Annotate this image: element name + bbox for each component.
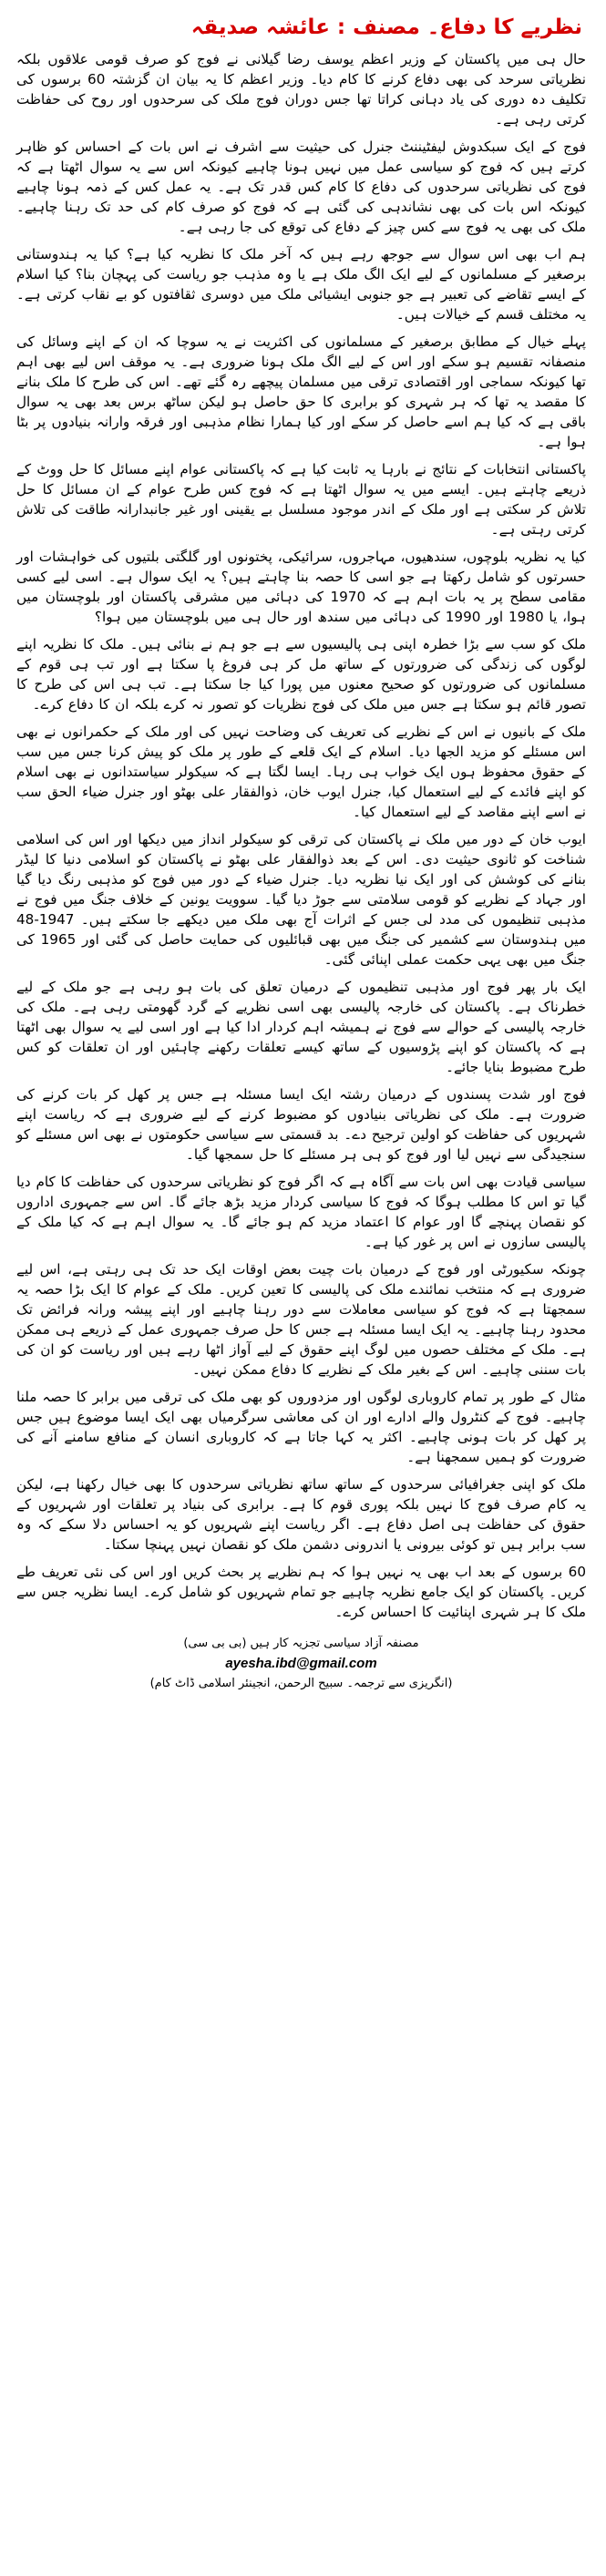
paragraph: سیاسی قیادت بھی اس بات سے آگاہ ہے کہ اگر فوج کو نظریاتی سرحدوں کی حفاظت کا کام دیا گیا تو اس کا مطلب ہوگا کہ فوج کا سیاسی کردار مزید بڑھ جائے گا۔ اس سے جمہوری اداروں کو نقصان پہنچے گا اور عوام کا اعتماد مزید کم ہو جائے گا۔ یہ سوال اہم ہے کہ کیا ملک کے پالیسی سازوں نے اس پر غور کیا ہے۔ [16, 1174, 586, 1250]
paragraph: پہلے خیال کے مطابق برصغیر کے مسلمانوں کی اکثریت نے یہ سوچا کہ ان کے اپنے وسائل کی منصفانہ تقسیم ہو سکے اور اس کے لیے الگ ملک ہونا ضروری ہے۔ یہ موقف اس لیے بھی اہم تھا کیونکہ سماجی اور اقتصادی ترقی میں مسلمان پیچھے رہ گئے تھے۔ اس کی طرح کا ملک بنانے کا مقصد یہ تھا کہ ہر شہری کو برابری کا حق حاصل ہو لیکن ساٹھ برس بعد بھی یہ سوال باقی ہے کہ کیا ہم اسے حاصل کر سکے اور کیا ہمارا نظام مذہبی اور فرقہ وارانہ بنیادوں پر بٹا ہوا ہے۔ [16, 334, 586, 450]
paragraph: پاکستانی انتخابات کے نتائج نے بارہا یہ ثابت کیا ہے کہ پاکستانی عوام اپنے مسائل کا حل ووٹ کے ذریعے چاہتے ہیں۔ ایسے میں یہ سوال اٹھتا ہے کہ فوج کس طرح عوام کے ان مسائل کا حل تلاش کر سکتی ہے اور ملک کے اندر موجود مسلسل بے یقینی اور غیر جانبدارانہ طاقت کی تلاش کرتی رہتی ہے۔ [16, 461, 586, 538]
author-email[interactable]: ayesha.ibd@gmail.com [225, 1656, 377, 1671]
article-footer [16, 1635, 586, 1693]
paragraph: ہم اب بھی اس سوال سے جوجھ رہے ہیں کہ آخر ملک کا نظریہ کیا ہے؟ کیا یہ ہندوستانی برصغیر کے مسلمانوں کے لیے ایک الگ ملک ہے یا وہ مذہب جو ریاست کی پہچان بنا؟ کیا اسلام کے ایسے تقاضے کی تعبیر ہے جو جنوبی ایشیائی ملک میں دوسری ثقافتوں کو بے نقاب کرتی ہے۔ یہ مختلف قسم کے خیالات ہیں۔ [16, 246, 586, 323]
paragraph: فوج کے ایک سبکدوش لیفٹیننٹ جنرل کی حیثیت سے اشرف نے اس بات کے احساس کو ظاہر کرتے ہیں کہ فوج کو سیاسی عمل میں نہیں ہونا چاہیے کیونکہ اس سے یہ سوال اٹھتا ہے کہ فوج کی نظریاتی سرحدوں کی دفاع کا کام کس قدر تک ہے۔ یہ عمل کس کے ذمہ ہونا چاہیے کیونکہ اس بات کی بھی نشاندہی کی گئی ہے کہ فوج کو صرف کام کی حد تک رہنا چاہیے۔ ملک کی بھی یہ فوج سے کس چیز کے دفاع کی توقع کی جا رہی ہے۔ [16, 139, 586, 235]
paragraph: ایک بار پھر فوج اور مذہبی تنظیموں کے درمیان تعلق کی بات ہو رہی ہے جو ملک کے لیے خطرناک ہے۔ پاکستان کی خارجہ پالیسی بھی اسی نظریے کے گرد گھومتی رہی ہے۔ ملک کی خارجہ پالیسی کے حوالے سے فوج نے ہمیشہ اہم کردار ادا کیا ہے اور اسی لیے یہ سوال بھی اٹھتا ہے کہ پاکستان کو اپنے پڑوسیوں کے ساتھ کیسے تعلقات رکھنے چاہئیں اور ان تعلقات کو کس طرح مضبوط بنایا جائے۔ [16, 979, 586, 1075]
translation-credit: (انگریزی سے ترجمہ۔ سبیح الرحمن، انجینئر اسلامی ڈاٹ کام) [149, 1677, 453, 1690]
author-note: مصنفہ آزاد سیاسی تجزیہ کار ہیں (بی بی سی) [183, 1637, 419, 1650]
paragraph: چونکہ سکیورٹی اور فوج کے درمیان بات چیت بعض اوقات ایک حد تک ہی رہتی ہے، اس لیے ضروری ہے کہ منتخب نمائندے ملک کی پالیسی کا تعین کریں۔ ملک کے عوام کا ایک بڑا حصہ یہ سمجھتا ہے کہ فوج کو سیاسی معاملات سے دور رہنا چاہیے اور اپنے پیشہ ورانہ فرائض تک محدود رہنا چاہیے۔ یہ ایک ایسا مسئلہ ہے جس کا حل صرف جمہوری عمل کے ذریعے ہی ممکن ہے۔ ملک کے مختلف حصوں میں لوگ اپنے حقوق کے لیے آواز اٹھا رہے ہیں اور ریاست کو ان کی بات سننی چاہیے۔ اس کے بغیر ملک کے نظریے کا دفاع ممکن نہیں۔ [16, 1261, 586, 1378]
article-body [16, 49, 586, 1622]
paragraph: ایوب خان کے دور میں ملک نے پاکستان کی ترقی کو سیکولر انداز میں دیکھا اور اس کی اسلامی شناخت کو ثانوی حیثیت دی۔ اس کے بعد ذوالفقار علی بھٹو نے پاکستان کو اسلامی دنیا کا لیڈر بنانے کی کوشش کی اور ایک نیا نظریہ دیا۔ جنرل ضیاء کے دور میں فوج کو مذہبی رنگ دیا گیا اور جہاد کے نظریے کو قومی سلامتی سے جوڑ دیا گیا۔ سوویت یونین کے خلاف جنگ میں فوج نے مذہبی تنظیموں کی مدد لی جس کے اثرات آج بھی ملک میں دیکھے جا سکتے ہیں۔ 1947-48 میں ہندوستان سے کشمیر کی جنگ میں بھی قبائلیوں کی حمایت حاصل کی گئی اور 1965 کی جنگ میں بھی یہی حکمت عملی اپنائی گئی۔ [16, 831, 586, 968]
paragraph: حال ہی میں پاکستان کے وزیر اعظم یوسف رضا گیلانی نے فوج کو صرف قومی علاقوں بلکہ نظریاتی سرحد کی بھی دفاع کرنے کا کام دیا۔ وزیر اعظم کا یہ بیان ان گزشتہ 60 برسوں کی تکلیف دہ دوری کی یاد دہانی کراتا تھا جس دوران فوج ملک کی سرحدوں اور روح کی حفاظت کرتی رہی ہے۔ [16, 51, 586, 128]
paragraph: کیا یہ نظریہ بلوچوں، سندھیوں، مہاجروں، سرائیکی، پختونوں اور گلگتی بلتیوں کی خواہشات اور حسرتوں کو شامل رکھتا ہے جو اسی کا حصہ بنا چاہتے ہیں؟ یہ ایک سوال ہے۔ اسی لیے کسی مقامی سطح پر یہ بات اہم ہے کہ 1970 کی دہائی میں مشرقی پاکستان اور بلوچستان میں ہوا، یا 1980 اور 1990 کی دہائی میں سندھ اور حال ہی میں بلوچستان میں ہوا؟ [16, 549, 586, 625]
paragraph: ملک کو اپنی جغرافیائی سرحدوں کے ساتھ ساتھ نظریاتی سرحدوں کا بھی خیال رکھنا ہے، لیکن یہ کام صرف فوج کا نہیں بلکہ پوری قوم کا ہے۔ برابری کی بنیاد پر تعلقات اور شہریوں کے حقوق کی حفاظت ہی اصل دفاع ہے۔ اگر ریاست اپنے شہریوں کو یہ احساس دلا سکے کہ وہ سب برابر ہیں تو کوئی بیرونی یا اندرونی دشمن ملک کو نقصان نہیں پہنچا سکتا۔ [16, 1476, 586, 1553]
paragraph: مثال کے طور پر تمام کاروباری لوگوں اور مزدوروں کو بھی ملک کی ترقی میں برابر کا حصہ ملنا چاہیے۔ فوج کے کنٹرول والے ادارے اور ان کی معاشی سرگرمیاں بھی ایک ایسا موضوع ہیں جس پر کھل کر بات ہونی چاہیے۔ اکثر یہ کہا جاتا ہے کہ کاروباری انسان کے منافع سامنے آنے کی ضرورت کو ہمیں سمجھنا ہے۔ [16, 1389, 586, 1465]
article-title: نظریے کا دفاع۔ مصنف : عائشہ صدیقہ [190, 15, 582, 39]
paragraph: فوج اور شدت پسندوں کے درمیان رشتہ ایک ایسا مسئلہ ہے جس پر کھل کر بات کرنے کی ضرورت ہے۔ ملک کی نظریاتی بنیادوں کو مضبوط کرنے کے لیے ضروری ہے کہ ریاست اپنے شہریوں کی حفاظت کو اولین ترجیح دے۔ بد قسمتی سے سیاسی حکومتوں نے بھی اس مسئلے کو سنجیدگی سے نہیں لیا اور فوج کو ہی ہر مسئلے کا حل سمجھا گیا۔ [16, 1086, 586, 1163]
paragraph: ملک کو سب سے بڑا خطرہ اپنی ہی پالیسیوں سے ہے جو ہم نے بنائی ہیں۔ ملک کا نظریہ اپنے لوگوں کی زندگی کی ضرورتوں کے ساتھ مل کر ہی فروغ پا سکتا ہے اور تب ہی قوم کے مسلمانوں کی ضرورتوں کو صحیح معنوں میں پورا کیا جا سکتا ہے۔ تب ہی اس کی طرح کا تصور قائم ہو سکتا ہے جس میں ملک کی فوج نظریات کو تصور نہ کرے بلکہ ان کا دفاع کرے۔ [16, 636, 586, 713]
paragraph: 60 برسوں کے بعد اب بھی یہ نہیں ہوا کہ ہم نظریے پر بحث کریں اور اس کی نئی تعریف طے کریں۔ پاکستان کو ایک جامع نظریہ چاہیے جو تمام شہریوں کو شامل کرے۔ ایسا نظریہ جس سے ملک کا ہر شہری اپنائیت کا احساس کرے۔ [16, 1564, 586, 1620]
paragraph: ملک کے بانیوں نے اس کے نظریے کی تعریف کی وضاحت نہیں کی اور ملک کے حکمرانوں نے بھی اس مسئلے کو مزید الجھا دیا۔ اسلام کے ایک قلعے کے طور پر ملک کو پیش کرنا جس میں سب کے حقوق محفوظ ہوں ایک خواب ہی رہا۔ ایسا لگتا ہے کہ سیکولر سیاستدانوں نے بھی اسلام کو اپنے فائدے کے لیے استعمال کیا، جنرل ایوب خان، ذوالفقار علی بھٹو اور جنرل ضیاء الحق سب نے اسے اپنے مقاصد کے لیے استعمال کیا۔ [16, 724, 586, 820]
